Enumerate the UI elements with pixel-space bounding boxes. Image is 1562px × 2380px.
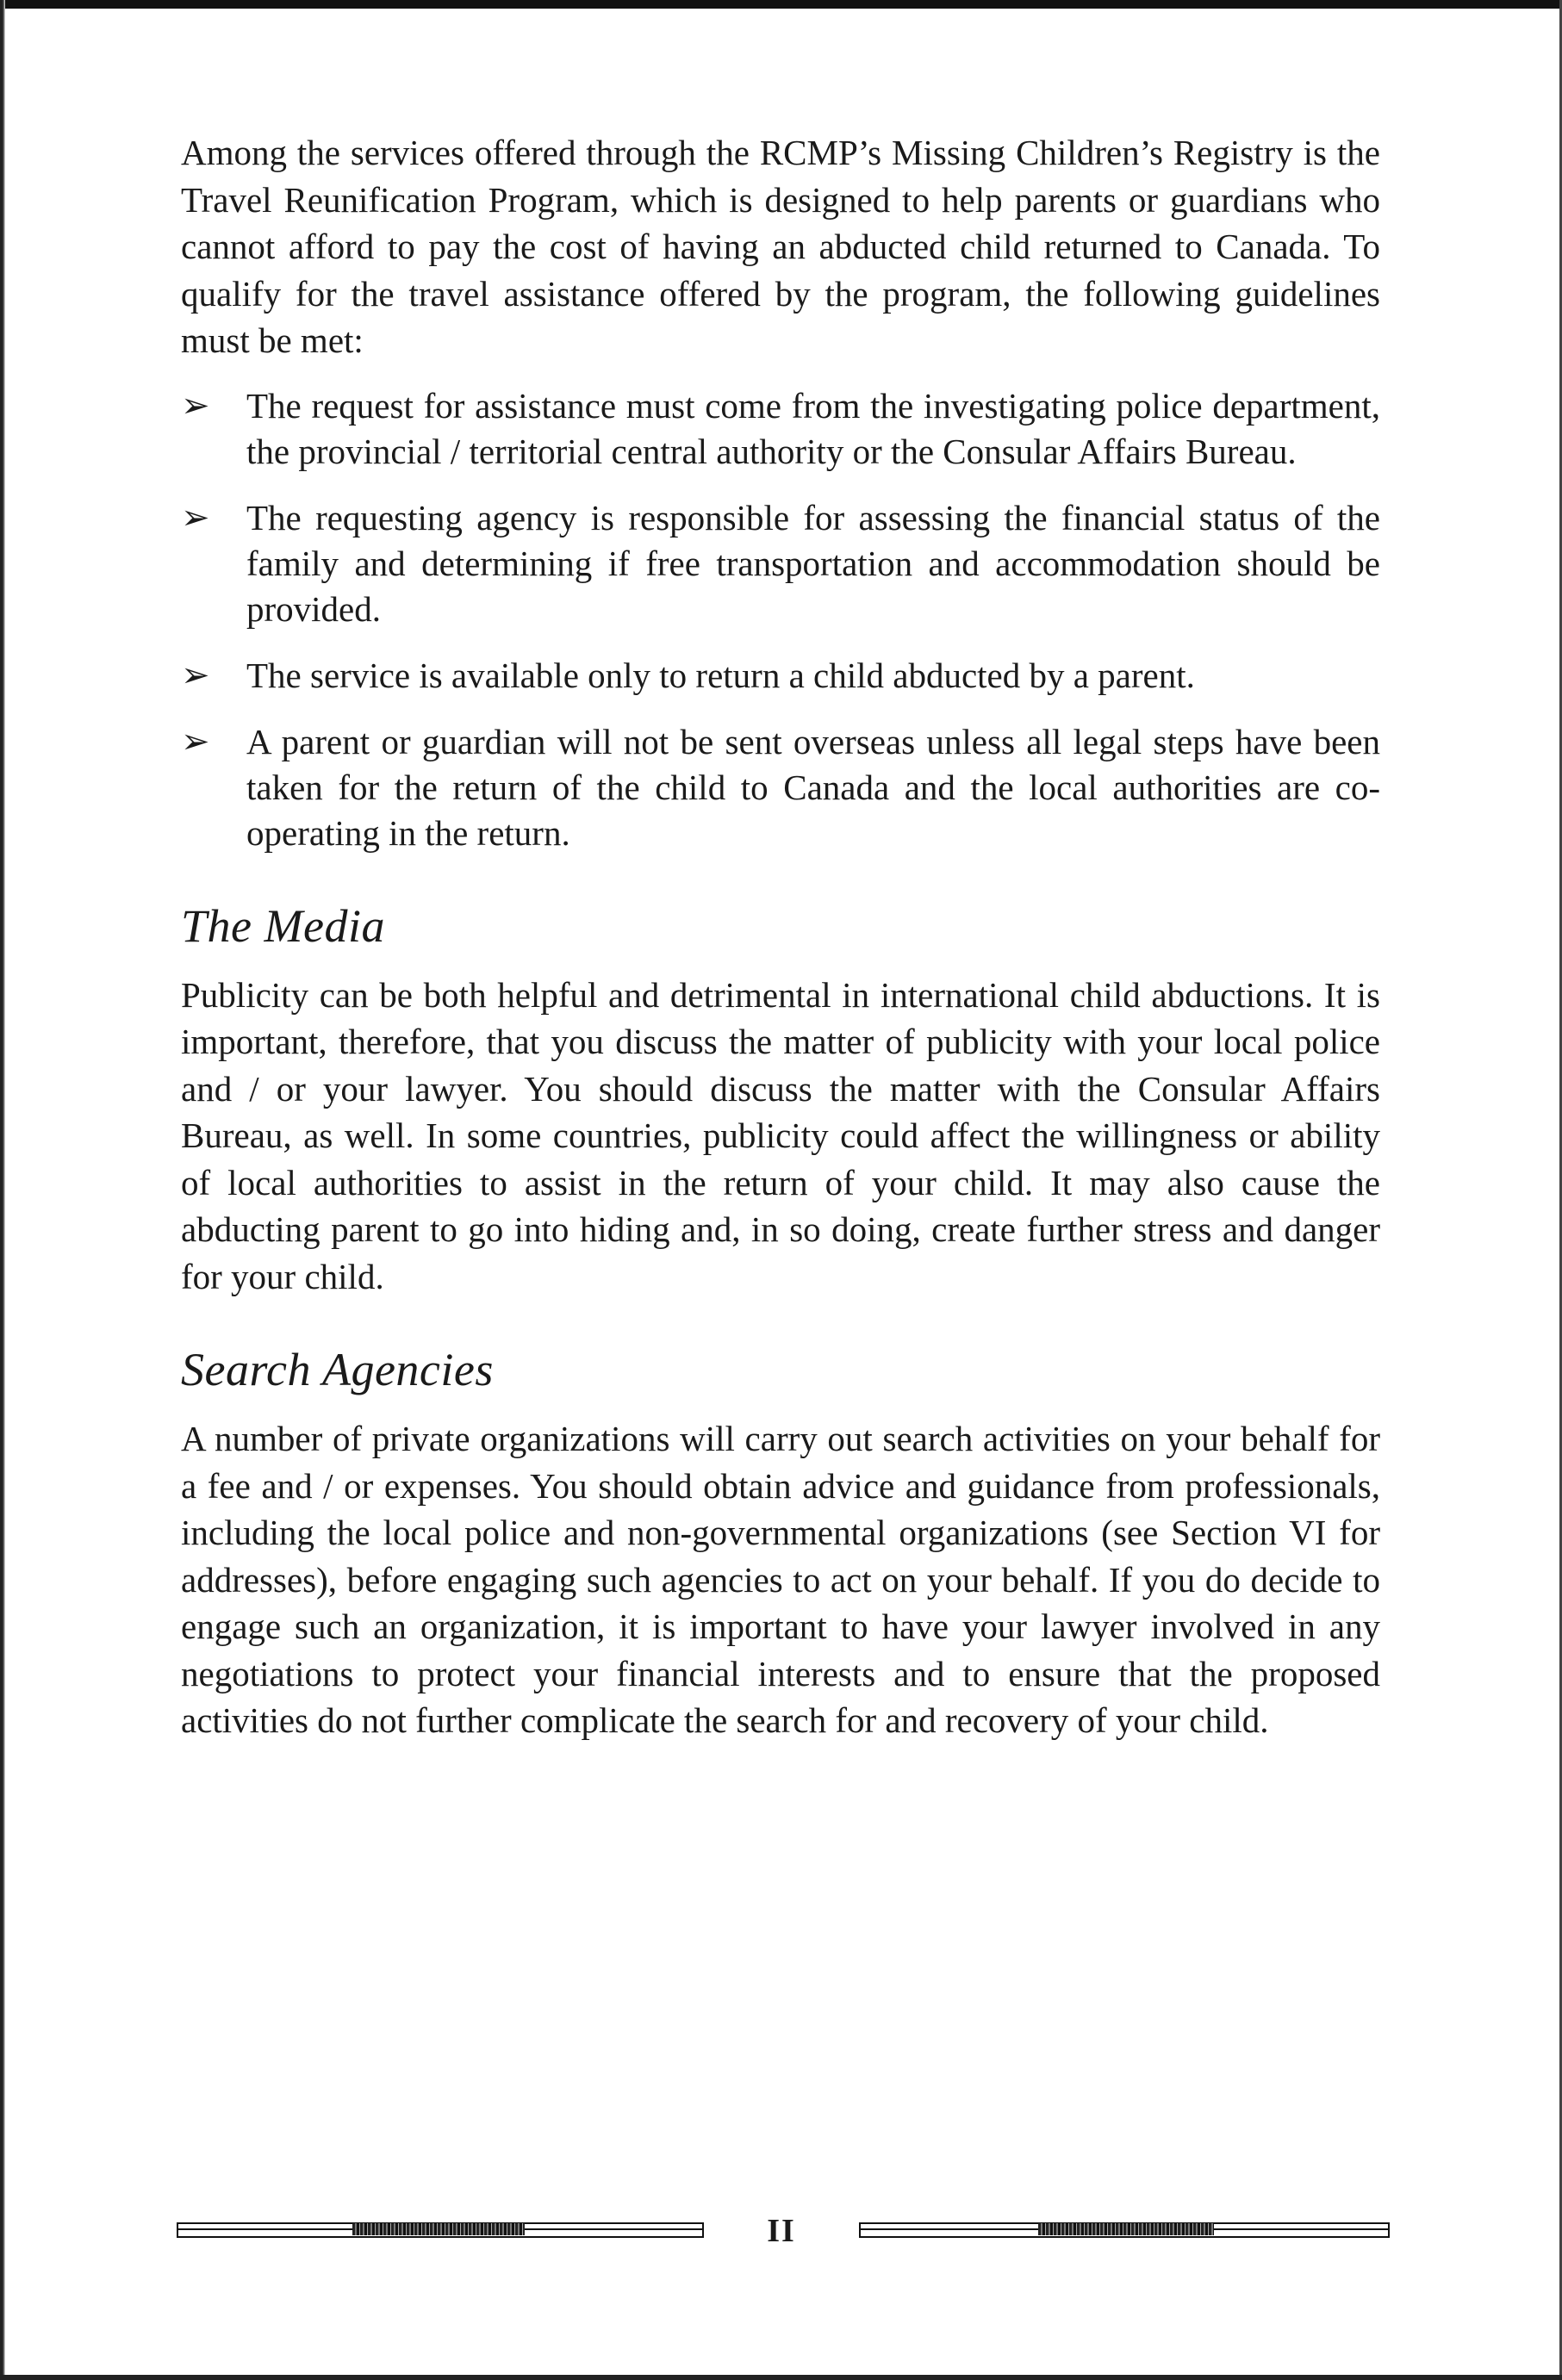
media-heading: The Media <box>181 899 385 952</box>
guideline-text: The request for assistance must come from the investigating police department, the provincial / territorial central authority or the Consular Affairs Bureau. <box>246 385 1380 471</box>
footer-ornament-right <box>1038 2223 1214 2235</box>
arrowhead-bullet-icon: ➢ <box>181 721 210 761</box>
list-item <box>181 719 1380 856</box>
arrowhead-bullet-icon: ➢ <box>181 655 210 695</box>
media-paragraph: Publicity can be both helpful and detrimental in international child abductions. It is important, therefore, that you discuss the matter of publicity with your local police and / or your lawyer. You should discuss the matter with the Consular Affairs Bureau, as well. In some countries, publicity could affect the willingness or ability of local authorities to assist in the return of your child. It may also cause the abducting parent to go into hiding and, in so doing, create further stress and danger for your child. <box>181 974 1380 1296</box>
guideline-text: The requesting agency is responsible for assessing the financial status of the family and determining if free transportation and accommodation should be provided. <box>246 497 1380 629</box>
list-item <box>181 383 1380 475</box>
scan-edge-left <box>0 0 5 2380</box>
list-item <box>181 653 1380 699</box>
search-agencies-paragraph: A number of private organizations will carry out search activities on your behalf for a fee and / or expenses. You should obtain advice and guidance from professionals, including the local police and non-governmental organizations (see Section VI for addresses), before engaging such agencies to act on your behalf. If you do decide to engage such an organization, it is important to have your lawyer involved in any negotiations to protect your financial interests and to ensure that the proposed activities do not further complicate the search for and recovery of your child. <box>181 1419 1380 1740</box>
arrowhead-bullet-icon: ➢ <box>181 497 210 538</box>
scan-edge-top <box>0 0 1562 9</box>
page-number: II <box>767 2213 796 2249</box>
guideline-text: A parent or guardian will not be sent overseas unless all legal steps have been taken for the return of the child to Canada and the local authorities are co-operating in the return. <box>246 721 1380 853</box>
guideline-text: The service is available only to return a child abducted by a parent. <box>246 655 1195 695</box>
footer-rule-right <box>859 2222 1390 2238</box>
scan-edge-bottom <box>0 2375 1562 2380</box>
footer-rule-left <box>177 2222 704 2238</box>
arrowhead-bullet-icon: ➢ <box>181 385 210 426</box>
page-content <box>181 129 1380 1744</box>
search-agencies-heading: Search Agencies <box>181 1344 494 1395</box>
intro-paragraph: Among the services offered through the RCMP’s Missing Children’s Registry is the Travel Reunification Program, which is designed to help parents or guardians who cannot afford to pay the cost of having an abducted child returned to Canada. To qualify for the travel assistance offered by the program, the following guidelines must be met: <box>181 133 1380 360</box>
guidelines-list <box>181 383 1380 856</box>
list-item <box>181 495 1380 632</box>
footer-ornament-left <box>352 2223 525 2235</box>
page-footer <box>177 2214 1390 2248</box>
